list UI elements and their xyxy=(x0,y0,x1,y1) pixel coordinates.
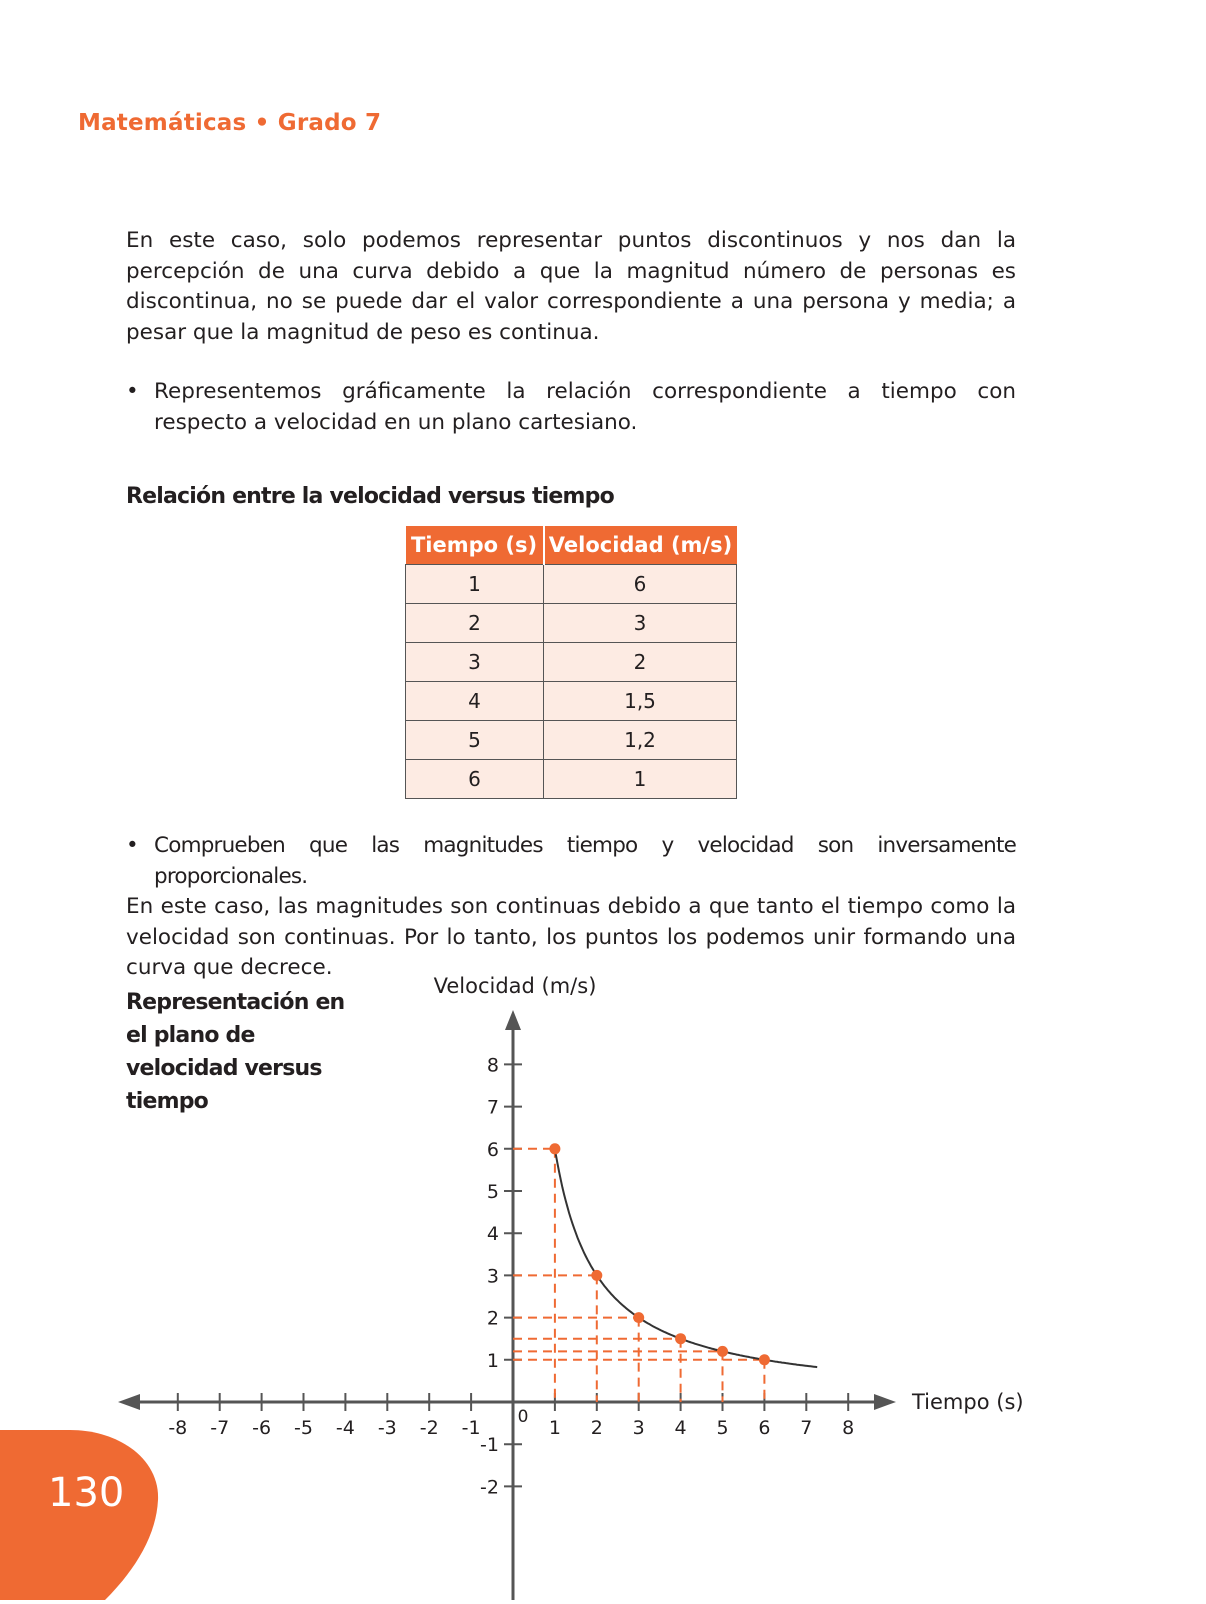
table-cell: 6 xyxy=(544,565,737,604)
table-cell: 2 xyxy=(406,604,544,643)
x-tick-label: 5 xyxy=(716,1417,729,1439)
x-tick-label: -8 xyxy=(168,1417,188,1439)
table-cell: 2 xyxy=(544,643,737,682)
table-cell: 3 xyxy=(406,643,544,682)
table-cell: 1,2 xyxy=(544,721,737,760)
x-tick-label: -6 xyxy=(252,1417,272,1439)
x-axis-arrow-left xyxy=(118,1394,140,1410)
x-tick-label: 2 xyxy=(590,1417,603,1439)
paragraph-continuous: En este caso, las magnitudes son continuas debido a que tanto el tiempo como la velocidad son continuas. Por lo tanto, los puntos los podemos unir formando una curva que decrece. xyxy=(126,894,1016,980)
y-tick-label: 2 xyxy=(486,1307,499,1330)
x-tick-label: -2 xyxy=(419,1417,439,1439)
data-point xyxy=(759,1354,770,1365)
y-axis-label: Velocidad (m/s) xyxy=(433,974,597,998)
y-tick-label: 4 xyxy=(486,1223,499,1246)
x-tick-label: 1 xyxy=(548,1417,561,1439)
data-point xyxy=(717,1346,728,1357)
origin-label: 0 xyxy=(517,1407,529,1427)
data-point xyxy=(549,1143,560,1154)
x-axis-label: Tiempo (s) xyxy=(912,1390,1024,1414)
page-number-badge xyxy=(0,1430,160,1600)
page-number: 130 xyxy=(48,1470,125,1516)
table-cell: 6 xyxy=(406,760,544,799)
y-tick-label: -2 xyxy=(480,1476,499,1499)
x-tick-label: -7 xyxy=(210,1417,230,1439)
table-cell: 4 xyxy=(406,682,544,721)
x-tick-label: -3 xyxy=(377,1417,397,1439)
chart-title: Representación en el plano de velocidad versus tiempo xyxy=(126,990,345,1114)
table-cell: 1 xyxy=(544,760,737,799)
x-tick-label: 3 xyxy=(632,1417,645,1439)
x-tick-label: -5 xyxy=(294,1417,313,1439)
header-grade: Grado 7 xyxy=(277,110,382,136)
data-point xyxy=(591,1270,602,1281)
bullet-text: Comprueben que las magnitudes tiempo y velocidad son inversamente proporcionales. xyxy=(154,833,1016,889)
table-cell: 3 xyxy=(544,604,737,643)
bullet-marker: • xyxy=(126,379,139,404)
y-tick-label: 8 xyxy=(486,1054,499,1077)
table-title: Relación entre la velocidad versus tiempo xyxy=(126,484,614,509)
table-cell: 5 xyxy=(406,721,544,760)
table-cell: 1 xyxy=(406,565,544,604)
bullet-marker: • xyxy=(126,833,138,858)
x-tick-label: 8 xyxy=(842,1417,855,1439)
x-tick-label: 6 xyxy=(758,1417,771,1439)
bullet-text: Representemos gráficamente la relación correspondiente a tiempo con respecto a velocidad en un plano cartesiano. xyxy=(154,379,1016,435)
curve xyxy=(554,1144,817,1368)
x-tick-label: -1 xyxy=(461,1417,481,1439)
paragraph-intro: En este caso, solo podemos representar puntos discontinuos y nos dan la percepción de una curva debido a que la magnitud número de personas es discontinua, no se puede dar el valor correspondiente a una persona y media; a pesar que la magnitud de peso es continua. xyxy=(126,228,1016,345)
y-tick-label: 5 xyxy=(486,1181,499,1203)
x-tick-label: -4 xyxy=(335,1417,355,1439)
y-tick-label: 6 xyxy=(486,1138,499,1161)
header-separator: • xyxy=(254,110,270,136)
table-header-speed: Velocidad (m/s) xyxy=(544,526,737,565)
y-tick-label: 1 xyxy=(486,1349,499,1372)
data-point xyxy=(633,1312,644,1323)
header-subject: Matemáticas xyxy=(78,110,247,136)
y-tick-label: -1 xyxy=(480,1434,499,1457)
data-point xyxy=(675,1333,686,1344)
x-tick-label: 4 xyxy=(674,1417,687,1439)
y-tick-label: 3 xyxy=(486,1265,499,1288)
x-axis-arrow-right xyxy=(874,1394,896,1410)
y-tick-label: 7 xyxy=(486,1096,499,1119)
x-tick-label: 7 xyxy=(800,1417,813,1439)
table-cell: 1,5 xyxy=(544,682,737,721)
table-header-time: Tiempo (s) xyxy=(406,526,544,565)
y-axis-arrow-up xyxy=(505,1010,521,1030)
